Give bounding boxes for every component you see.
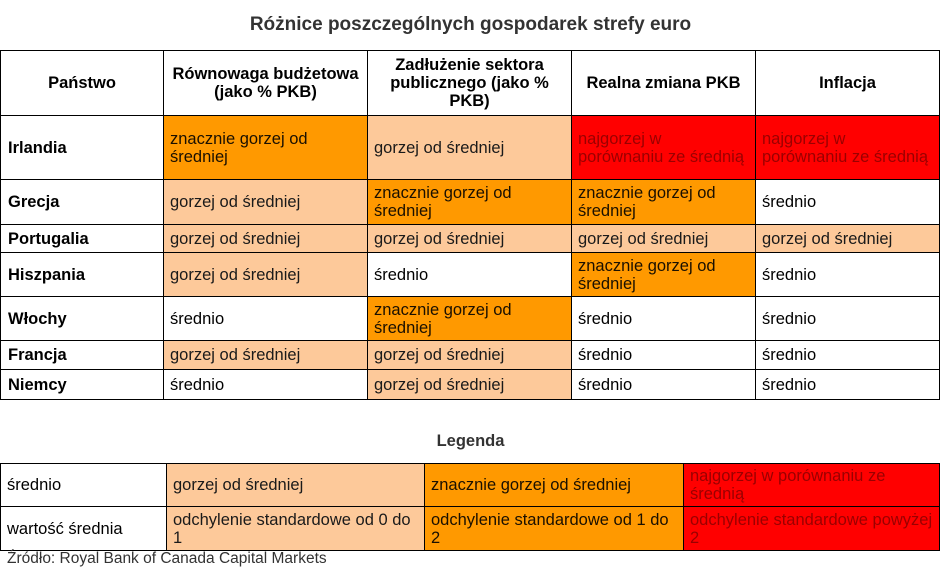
legend-title: Legenda [436, 432, 505, 450]
legend-label-row [1, 464, 940, 507]
page-title: Różnice poszczególnych gospodarek strefy euro [249, 14, 692, 35]
value-cell: najgorzej w porównaniu ze średnią [756, 116, 940, 180]
value-cell: gorzej od średniej [164, 341, 368, 370]
legend-worse-desc: odchylenie standardowe od 0 do 1 [167, 507, 425, 551]
value-cell: znacznie gorzej od średniej [572, 180, 756, 225]
table-row [1, 341, 940, 370]
value-cell: średnio [572, 370, 756, 400]
country-cell: Irlandia [1, 116, 164, 180]
table-row [1, 116, 940, 180]
value-cell: gorzej od średniej [164, 225, 368, 253]
country-cell: Francja [1, 341, 164, 370]
table-row [1, 297, 940, 341]
value-cell: średnio [756, 370, 940, 400]
value-cell: średnio [756, 297, 940, 341]
legend-table [0, 463, 940, 551]
table-row [1, 180, 940, 225]
legend-worst-desc: odchylenie standardowe powyżej 2 [684, 507, 940, 551]
value-cell: średnio [572, 297, 756, 341]
value-cell: znacznie gorzej od średniej [572, 253, 756, 297]
header-public-debt: Zadłużenie sektora publicznego (jako % PKB) [368, 51, 572, 116]
value-cell: gorzej od średniej [368, 225, 572, 253]
legend-much-worse: znacznie gorzej od średniej [425, 464, 684, 507]
value-cell: znacznie gorzej od średniej [368, 180, 572, 225]
value-cell: średnio [368, 253, 572, 297]
value-cell: średnio [164, 370, 368, 400]
header-row [1, 51, 940, 116]
header-country: Państwo [1, 51, 164, 116]
legend-worst: najgorzej w porównaniu ze średnią [684, 464, 940, 507]
country-cell: Grecja [1, 180, 164, 225]
value-cell: gorzej od średniej [368, 341, 572, 370]
value-cell: średnio [164, 297, 368, 341]
value-cell: gorzej od średniej [368, 116, 572, 180]
header-real-gdp-change: Realna zmiana PKB [572, 51, 756, 116]
legend-description-row [1, 507, 940, 551]
comparison-table [0, 50, 940, 400]
country-cell: Niemcy [1, 370, 164, 400]
value-cell: znacznie gorzej od średniej [368, 297, 572, 341]
value-cell: gorzej od średniej [164, 180, 368, 225]
table-row [1, 253, 940, 297]
value-cell: najgorzej w porównaniu ze średnią [572, 116, 756, 180]
value-cell: średnio [756, 253, 940, 297]
legend-average: średnio [1, 464, 167, 507]
table-row [1, 370, 940, 400]
header-budget-balance: Równowaga budżetowa (jako % PKB) [164, 51, 368, 116]
country-cell: Hiszpania [1, 253, 164, 297]
source-note: Źródło: Royal Bank of Canada Capital Markets [7, 550, 327, 567]
value-cell: gorzej od średniej [164, 253, 368, 297]
header-inflation: Inflacja [756, 51, 940, 116]
country-cell: Włochy [1, 297, 164, 341]
value-cell: gorzej od średniej [368, 370, 572, 400]
value-cell: średnio [756, 341, 940, 370]
value-cell: gorzej od średniej [756, 225, 940, 253]
legend-much-worse-desc: odchylenie standardowe od 1 do 2 [425, 507, 684, 551]
value-cell: gorzej od średniej [572, 225, 756, 253]
country-cell: Portugalia [1, 225, 164, 253]
legend-average-desc: wartość średnia [1, 507, 167, 551]
value-cell: średnio [572, 341, 756, 370]
value-cell: znacznie gorzej od średniej [164, 116, 368, 180]
legend-worse: gorzej od średniej [167, 464, 425, 507]
table-row [1, 225, 940, 253]
value-cell: średnio [756, 180, 940, 225]
